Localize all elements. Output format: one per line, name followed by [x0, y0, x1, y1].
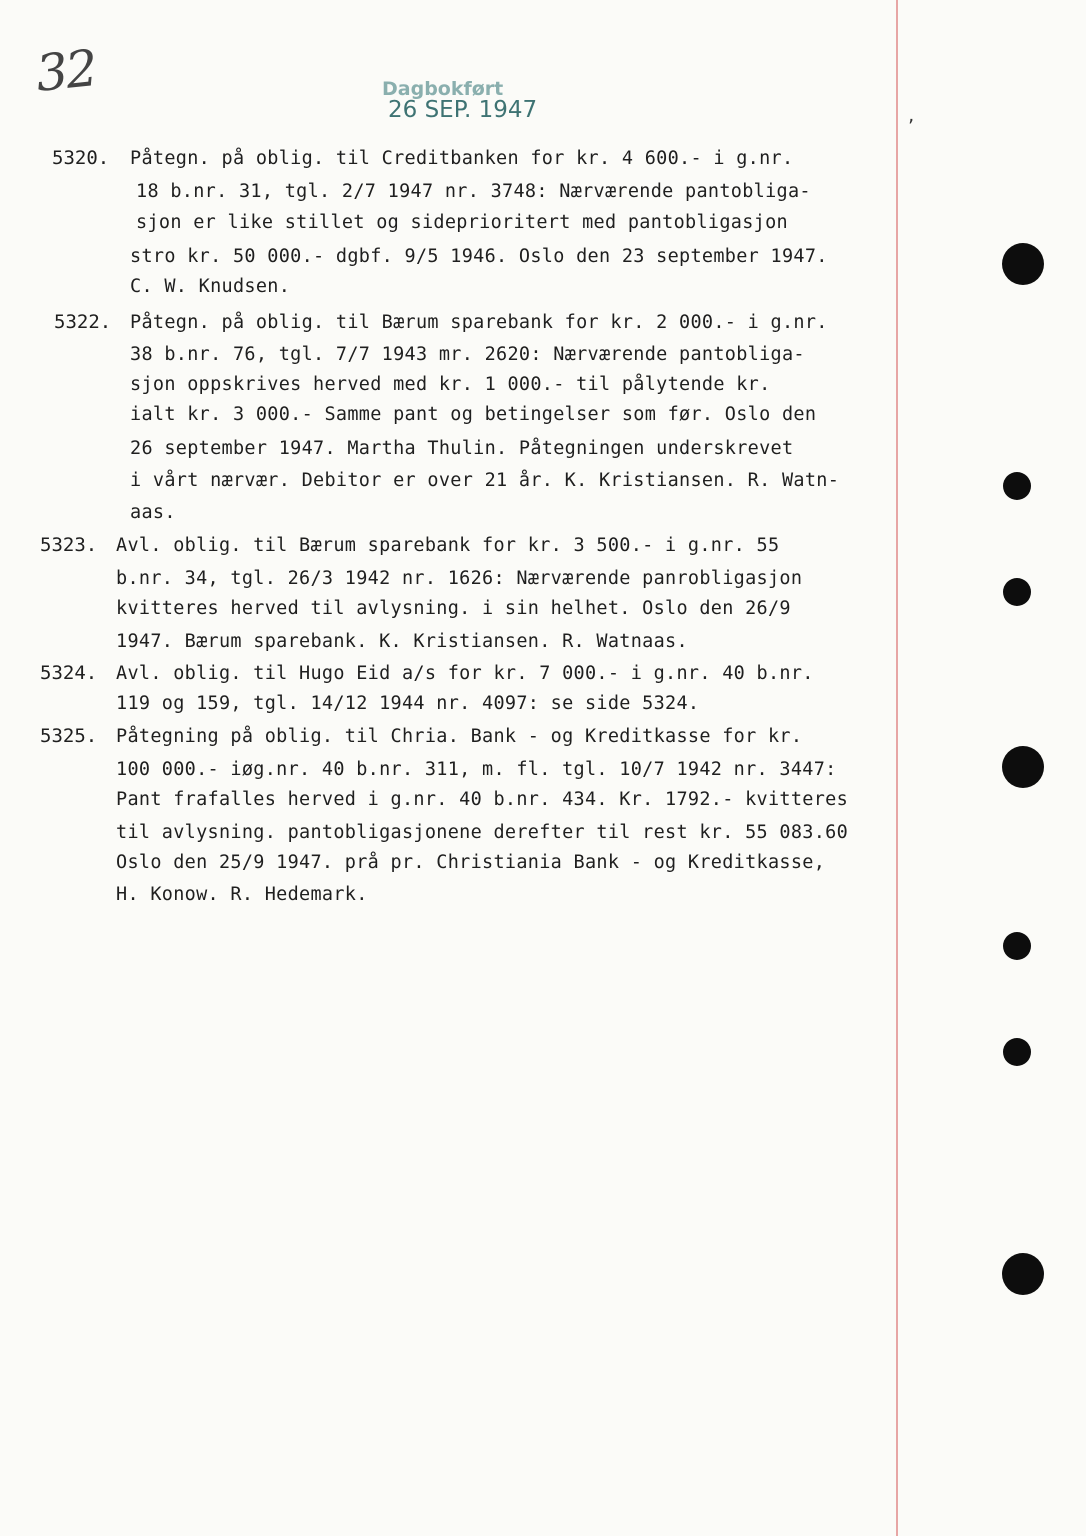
binder-hole: [1002, 1253, 1044, 1295]
entry-number: 5322.: [54, 311, 112, 333]
entry-line: Påtegning på oblig. til Chria. Bank - og Kreditkasse for kr.: [116, 726, 803, 747]
entry-line: 26 september 1947. Martha Thulin. Påtegningen underskrevet: [130, 438, 794, 459]
binder-hole: [1003, 578, 1031, 606]
stamp-title: Dagbokført: [382, 78, 504, 100]
margin-line: [896, 0, 898, 1536]
entry-number: 5325.: [40, 725, 98, 747]
binder-hole: [1003, 472, 1031, 500]
entry-line: sjon er like stillet og sideprioritert med pantobligasjon: [136, 212, 788, 233]
binder-hole: [1002, 746, 1044, 788]
entry-line: Avl. oblig. til Bærum sparebank for kr. 3 500.- i g.nr. 55: [116, 535, 780, 556]
stamp-date: 26 SEP. 1947: [388, 97, 538, 123]
binder-hole: [1002, 243, 1044, 285]
page-number: 32: [33, 39, 99, 103]
entry-line: i vårt nærvær. Debitor er over 21 år. K. Kristiansen. R. Watn-: [130, 470, 840, 491]
entry-line: C. W. Knudsen.: [130, 276, 291, 297]
entry-line: 119 og 159, tgl. 14/12 1944 nr. 4097: se side 5324.: [116, 693, 700, 714]
entry-line: til avlysning. pantobligasjonene derefter til rest kr. 55 083.60: [116, 822, 849, 843]
entry-line: 100 000.- iøg.nr. 40 b.nr. 311, m. fl. tgl. 10/7 1942 nr. 3447:: [116, 759, 837, 780]
entry-line: kvitteres herved til avlysning. i sin helhet. Oslo den 26/9: [116, 598, 791, 619]
entry-line: sjon oppskrives herved med kr. 1 000.- til pålytende kr.: [130, 374, 771, 395]
entry-number: 5320.: [52, 147, 110, 169]
binder-hole: [1003, 932, 1031, 960]
entry-line: b.nr. 34, tgl. 26/3 1942 nr. 1626: Nærværende panrobligasjon: [116, 568, 803, 589]
entry-line: Påtegn. på oblig. til Bærum sparebank for kr. 2 000.- i g.nr.: [130, 312, 828, 333]
entry-line: Oslo den 25/9 1947. prå pr. Christiania Bank - og Kreditkasse,: [116, 852, 826, 873]
entry-line: Avl. oblig. til Hugo Eid a/s for kr. 7 000.- i g.nr. 40 b.nr.: [116, 663, 814, 684]
entry-line: stro kr. 50 000.- dgbf. 9/5 1946. Oslo den 23 september 1947.: [130, 246, 828, 267]
entry-line: 18 b.nr. 31, tgl. 2/7 1947 nr. 3748: Nærværende pantobliga-: [136, 181, 811, 202]
entry-number: 5324.: [40, 662, 98, 684]
entry-line: Pant frafalles herved i g.nr. 40 b.nr. 434. Kr. 1792.- kvitteres: [116, 789, 849, 810]
entry-line: 38 b.nr. 76, tgl. 7/7 1943 mr. 2620: Nærværende pantobliga-: [130, 344, 805, 365]
margin-tick-mark: ʼ: [906, 116, 916, 135]
entry-line: H. Konow. R. Hedemark.: [116, 884, 368, 905]
binder-hole: [1003, 1038, 1031, 1066]
entry-line: Påtegn. på oblig. til Creditbanken for kr. 4 600.- i g.nr.: [130, 148, 794, 169]
entry-line: aas.: [130, 502, 176, 523]
entry-number: 5323.: [40, 534, 98, 556]
entry-line: ialt kr. 3 000.- Samme pant og betingelser som før. Oslo den: [130, 404, 817, 425]
date-stamp: [382, 78, 537, 123]
entry-line: 1947. Bærum sparebank. K. Kristiansen. R. Watnaas.: [116, 631, 688, 652]
